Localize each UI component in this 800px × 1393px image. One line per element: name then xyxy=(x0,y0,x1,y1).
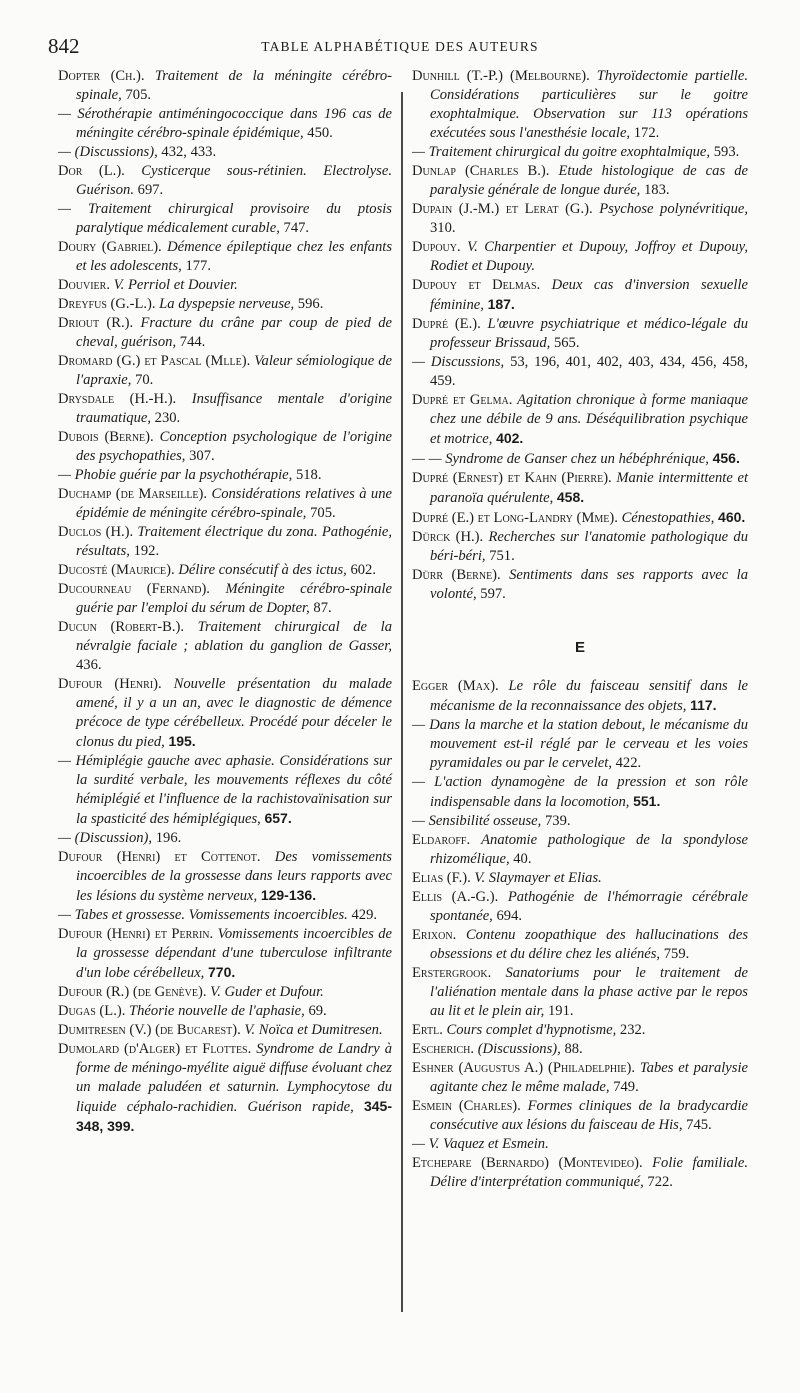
index-entry xyxy=(58,983,392,1002)
entry-author: Dopter (Ch.). xyxy=(58,68,145,84)
index-entry xyxy=(412,1135,748,1154)
index-entry xyxy=(58,561,392,580)
index-entry xyxy=(58,1040,392,1137)
entry-pages: 458. xyxy=(556,489,585,505)
entry-title: Syndrome de Landry à forme de méningo-myélite aiguë diffuse évoluant chez un malade paludéen et saturnin. Lymphocytose du liquide céphalo-rachidien. Guérison rapide, xyxy=(76,1041,392,1115)
entry-pages: 436. xyxy=(76,657,102,673)
index-entry xyxy=(412,831,748,869)
entry-pages: 87. xyxy=(313,600,332,616)
entry-pages: 172. xyxy=(633,125,660,141)
index-entry xyxy=(412,888,748,926)
index-entry xyxy=(412,964,748,1021)
entry-pages: 770. xyxy=(208,964,236,980)
entry-pages: 551. xyxy=(633,793,661,809)
index-entry xyxy=(58,485,392,523)
entry-title: La dyspepsie nerveuse, xyxy=(159,296,295,312)
index-entry xyxy=(58,352,392,390)
entry-pages: 565. xyxy=(553,335,580,351)
entry-title: V. Perriol et Douvier. xyxy=(113,277,238,293)
entry-pages: 187. xyxy=(487,296,515,312)
index-entry xyxy=(58,906,392,925)
page-number: 842 xyxy=(48,34,80,58)
entry-author: Duchamp (de Marseille). xyxy=(58,486,208,502)
entry-author: Ellis (A.-G.). xyxy=(412,889,499,905)
entry-title: V. Slaymayer et Elias. xyxy=(474,870,602,886)
entry-pages: 518. xyxy=(295,467,322,483)
entry-title: Nouvelle présentation du malade amené, il y a un an, avec le diagnostic de démence précoce de type cérébelleux. Procédé pour déceler le clonus du pied, xyxy=(76,676,392,750)
entry-pages: 232. xyxy=(619,1022,646,1038)
entry-pages: 739. xyxy=(544,813,571,829)
column-divider xyxy=(401,92,403,1312)
entry-title: — (Discussions), xyxy=(58,144,158,160)
entry-title: Manie intermittente et paranoïa quérulente, xyxy=(430,470,749,506)
entry-title: Pathogénie de l'hémorragie cérébrale spontanée, xyxy=(430,889,748,924)
index-entry xyxy=(58,105,392,143)
entry-title: — V. Vaquez et Esmein. xyxy=(412,1136,549,1152)
entry-title: Méningite cérébro-spinale guérie par l'emploi du sérum de Dopter, xyxy=(76,581,392,616)
index-entry xyxy=(412,469,748,508)
index-entry xyxy=(58,200,392,238)
index-entry xyxy=(58,523,392,561)
entry-pages: 749. xyxy=(613,1079,639,1095)
entry-author: Dupré (Ernest) et Kahn (Pierre). xyxy=(412,470,612,486)
entry-title: Cysticerque sous-rétinien. Electrolyse. Guérison. xyxy=(76,163,392,198)
entry-pages: 88. xyxy=(564,1041,583,1057)
entry-author: Dumolard (d'Alger) et Flottes. xyxy=(58,1041,252,1057)
entry-title: — Hémiplégie gauche avec aphasie. Considérations sur la surdité verbale, les mouvements réflexes du côté hémiplégié et l'influence de la rachistovaïnisation sur la spasticité des hémiplégiques, xyxy=(58,753,392,827)
index-entry xyxy=(412,1154,748,1192)
entry-pages: 345-348, 399. xyxy=(76,1098,392,1134)
entry-author: Esmein (Charles). xyxy=(412,1098,521,1114)
entry-pages: 657. xyxy=(264,810,292,826)
entry-pages: 53, 196, 401, 402, 403, 434, 456, 458, 459. xyxy=(430,354,748,389)
entry-author: Ertl. xyxy=(412,1022,443,1038)
entry-pages: 697. xyxy=(137,182,164,198)
entry-title: Cours complet d'hypnotisme, xyxy=(446,1022,617,1038)
index-entry xyxy=(58,390,392,428)
entry-title: Délire consécutif à des ictus, xyxy=(178,562,347,578)
entry-author: Douvier. xyxy=(58,277,110,293)
entry-author: Erixon. xyxy=(412,927,457,943)
index-entry xyxy=(58,580,392,618)
entry-pages: 596. xyxy=(297,296,324,312)
entry-title: Deux cas d'inversion sexuelle féminine, xyxy=(430,277,748,313)
index-entry xyxy=(412,276,748,315)
entry-title: Le rôle du faisceau sensitif dans le mécanisme de la reconnaissance des objets, xyxy=(430,678,748,714)
entry-author: Dor (L.). xyxy=(58,163,125,179)
entry-pages: 429. xyxy=(351,907,378,923)
entry-pages: 70. xyxy=(135,372,154,388)
entry-title: Etude histologique de cas de paralysie générale de longue durée, xyxy=(430,163,748,198)
entry-author: Erstergrook. xyxy=(412,965,492,981)
index-entry xyxy=(412,773,748,812)
entry-author: Dugas (L.). xyxy=(58,1003,126,1019)
entry-pages: 40. xyxy=(513,851,532,867)
index-entry xyxy=(58,848,392,906)
index-entry xyxy=(58,466,392,485)
entry-title: Traitement de la méningite cérébro-spinale, xyxy=(76,68,392,103)
entry-title: — Phobie guérie par la psychothérapie, xyxy=(58,467,293,483)
index-entry xyxy=(412,162,748,200)
entry-pages: 751. xyxy=(489,548,515,564)
index-entry xyxy=(412,238,748,276)
entry-pages: 744. xyxy=(179,334,206,350)
index-entry xyxy=(58,675,392,752)
index-entry xyxy=(58,314,392,352)
index-entry xyxy=(412,677,748,716)
entry-title: — Sérothérapie antiméningococcique dans 196 cas de méningite cérébro-spinale épidémique, xyxy=(58,106,392,141)
entry-author: Etchepare (Bernardo) (Montevideo). xyxy=(412,1155,643,1171)
entry-author: Egger (Max). xyxy=(412,678,499,694)
entry-author: Ducun (Robert-B.). xyxy=(58,619,185,635)
entry-author: Dupré (E.). xyxy=(412,316,481,332)
index-entry xyxy=(58,276,392,295)
entry-title: Tabes et paralysie agitante chez le même malade, xyxy=(430,1060,748,1095)
entry-pages: 602. xyxy=(350,562,376,578)
index-entry xyxy=(412,315,748,353)
entry-title: Sanatoriums pour le traitement de l'aliénation mentale dans la phase active par le repos au lit et le plein air, xyxy=(430,965,748,1019)
entry-author: Driout (R.). xyxy=(58,315,134,331)
entry-pages: 117. xyxy=(690,697,717,713)
entry-author: Dromard (G.) et Pascal (Mlle). xyxy=(58,353,251,369)
entry-title: Psychose polynévritique, xyxy=(599,201,748,217)
index-entry xyxy=(412,812,748,831)
entry-author: Dupain (J.-M.) et Lerat (G.). xyxy=(412,201,593,217)
entry-title: — — Syndrome de Ganser chez un hébéphrénique, xyxy=(412,451,709,467)
index-entry xyxy=(412,391,748,449)
index-entry xyxy=(412,528,748,566)
entry-pages: 192. xyxy=(133,543,160,559)
entry-author: Dreyfus (G.-L.). xyxy=(58,296,156,312)
entry-pages: 759. xyxy=(663,946,690,962)
entry-author: Eshner (Augustus A.) (Philadelphie). xyxy=(412,1060,636,1076)
entry-title: Formes cliniques de la bradycardie consécutive aux lésions du faisceau de His, xyxy=(430,1098,748,1133)
entry-author: Dumitresen (V.) (de Bucarest). xyxy=(58,1022,241,1038)
entry-title: — Tabes et grossesse. Vomissements incoercibles. xyxy=(58,907,348,923)
section-letter-heading: E xyxy=(574,639,585,656)
entry-title: Cénestopathies, xyxy=(621,510,715,526)
entry-title: — Sensibilité osseuse, xyxy=(412,813,542,829)
index-entry xyxy=(412,200,748,238)
entry-title: Anatomie pathologique de la spondylose rhizomélique, xyxy=(430,832,748,867)
index-entry xyxy=(58,618,392,675)
entry-title: — Dans la marche et la station debout, le mécanisme du mouvement est-il réglé par le cerveau et les voies pyramidales ou par le cervelet, xyxy=(412,717,748,771)
entry-pages: 450. xyxy=(307,125,333,141)
entry-title: Vomissements incoercibles de la grossesse dépendant d'une tuberculose infiltrante d'un lobe cérébelleux, xyxy=(76,926,392,981)
entry-pages: 460. xyxy=(718,509,746,525)
entry-author: Ducourneau (Fernand). xyxy=(58,581,210,597)
entry-pages: 307. xyxy=(189,448,215,464)
entry-author: Ducosté (Maurice). xyxy=(58,562,175,578)
entry-title: Des vomissements incoercibles de la grossesse dans leurs rapports avec les lésions du système nerveux, xyxy=(76,849,392,904)
index-entry xyxy=(412,449,748,469)
entry-title: (Discussions), xyxy=(477,1041,561,1057)
entry-title: Folie familiale. Délire d'interprétation communiqué, xyxy=(430,1155,748,1190)
entry-author: Eldaroff. xyxy=(412,832,471,848)
entry-author: Doury (Gabriel). xyxy=(58,239,162,255)
entry-pages: 310. xyxy=(430,220,456,236)
entry-pages: 456. xyxy=(712,450,740,466)
entry-author: Drysdale (H.-H.). xyxy=(58,391,177,407)
index-entry xyxy=(412,1097,748,1135)
entry-author: Dunhill (T.-P.) (Melbourne). xyxy=(412,68,590,84)
d-entries xyxy=(412,67,748,604)
index-entry xyxy=(412,566,748,604)
entry-pages: 191. xyxy=(547,1003,574,1019)
entry-title: Traitement électrique du zona. Pathogénie, résultats, xyxy=(76,524,392,559)
entry-title: V. Guder et Dufour. xyxy=(210,984,324,1000)
index-entry xyxy=(58,829,392,848)
entry-pages: 432, 433. xyxy=(161,144,217,160)
entry-pages: 422. xyxy=(615,755,642,771)
index-entry xyxy=(58,295,392,314)
entry-author: Duclos (H.). xyxy=(58,524,134,540)
entry-author: Dürck (H.). xyxy=(412,529,484,545)
entry-pages: 69. xyxy=(308,1003,327,1019)
entry-title: L'œuvre psychiatrique et médico-légale du professeur Brissaud, xyxy=(430,316,748,351)
index-entry xyxy=(412,1059,748,1097)
entry-title: Traitement chirurgical de la névralgie faciale ; ablation du ganglion de Gasser, xyxy=(76,619,393,654)
entry-title: Recherches sur l'anatomie pathologique du béri-béri, xyxy=(430,529,748,564)
entry-title: — Traitement chirurgical du goitre exophtalmique, xyxy=(412,144,711,160)
right-column xyxy=(412,67,748,1192)
entry-author: Dufour (Henri) et Cottenot. xyxy=(58,849,261,865)
index-entry xyxy=(412,869,748,888)
entry-title: — Discussions, xyxy=(412,354,505,370)
index-entry xyxy=(58,67,392,105)
entry-author: Dupouy et Delmas. xyxy=(412,277,541,293)
index-entry xyxy=(58,1002,392,1021)
entry-title: Contenu zoopathique des hallucinations des obsessions et du délire chez les aliénés, xyxy=(430,927,748,962)
entry-title: Théorie nouvelle de l'aphasie, xyxy=(129,1003,305,1019)
index-entry xyxy=(412,1021,748,1040)
entry-pages: 747. xyxy=(283,220,310,236)
entry-pages: 129-136. xyxy=(260,887,317,903)
index-entry xyxy=(58,428,392,466)
index-entry xyxy=(58,1021,392,1040)
entry-pages: 705. xyxy=(310,505,336,521)
entry-title: — Traitement chirurgical provisoire du ptosis paralytique médicalement curable, xyxy=(58,201,392,236)
entry-author: Dufour (R.) (de Genève). xyxy=(58,984,207,1000)
entry-pages: 745. xyxy=(686,1117,712,1133)
index-entry xyxy=(58,162,392,200)
entry-author: Dunlap (Charles B.). xyxy=(412,163,550,179)
entry-pages: 230. xyxy=(154,410,181,426)
index-entry xyxy=(412,716,748,773)
e-entries xyxy=(412,677,748,1192)
running-title: TABLE ALPHABÉTIQUE DES AUTEURS xyxy=(261,39,539,54)
entry-pages: 196. xyxy=(155,830,182,846)
entry-author: Dupouy. xyxy=(412,239,461,255)
index-entry xyxy=(412,1040,748,1059)
entry-pages: 694. xyxy=(496,908,523,924)
index-entry xyxy=(412,926,748,964)
entry-title: Agitation chronique à forme maniaque chez une débile de 9 ans. Déséquilibration psychique et motrice, xyxy=(430,392,748,447)
entry-author: Dupré et Gelma. xyxy=(412,392,513,408)
entry-title: Valeur sémiologique de l'apraxie, xyxy=(76,353,392,388)
index-entry xyxy=(412,353,748,391)
page-header xyxy=(0,34,800,64)
entry-author: Escherich. xyxy=(412,1041,475,1057)
entry-title: Fracture du crâne par coup de pied de cheval, guérison, xyxy=(76,315,392,350)
entry-title: — L'action dynamogène de la pression et son rôle indispensable dans la locomotion, xyxy=(412,774,748,810)
entry-pages: 722. xyxy=(647,1174,673,1190)
left-column xyxy=(58,67,392,1137)
entry-author: Dufour (Henri). xyxy=(58,676,162,692)
entry-title: Démence épileptique chez les enfants et les adolescents, xyxy=(76,239,392,274)
index-entry xyxy=(412,143,748,162)
index-entry xyxy=(58,752,392,829)
entry-author: Dufour (Henri) et Perrin. xyxy=(58,926,214,942)
entry-pages: 597. xyxy=(480,586,506,602)
entry-pages: 402. xyxy=(496,430,524,446)
index-entry xyxy=(58,238,392,276)
index-entry xyxy=(412,508,748,528)
entry-title: V. Charpentier et Dupouy, Joffroy et Dupouy, Rodiet et Dupouy. xyxy=(430,239,748,274)
entry-author: Dubois (Berne). xyxy=(58,429,154,445)
entry-title: Considérations relatives à une épidémie de méningite cérébro-spinale, xyxy=(76,486,393,521)
entry-pages: 195. xyxy=(168,733,196,749)
index-entry xyxy=(58,143,392,162)
entry-title: Insuffisance mentale d'origine traumatique, xyxy=(76,391,392,426)
entry-author: Dupré (E.) et Long-Landry (Mme). xyxy=(412,510,618,526)
entry-title: Conception psychologique de l'origine des psychopathies, xyxy=(76,429,393,464)
entry-title: Thyroïdectomie partielle. Considérations particulières sur le goitre exophtalmique. Observation sur 113 opérations exécutées sous l'anesthésie locale, xyxy=(430,68,748,141)
entry-title: V. Noïca et Dumitresen. xyxy=(244,1022,383,1038)
entry-pages: 177. xyxy=(185,258,211,274)
entry-pages: 593. xyxy=(713,144,740,160)
entry-author: Elias (F.). xyxy=(412,870,471,886)
entry-pages: 705. xyxy=(125,87,152,103)
index-entry xyxy=(412,67,748,143)
index-entry xyxy=(58,925,392,983)
entry-pages: 183. xyxy=(644,182,670,198)
entry-title: — (Discussion), xyxy=(58,830,153,846)
entry-title: Sentiments dans ses rapports avec la volonté, xyxy=(430,567,748,602)
entry-author: Dürr (Berne). xyxy=(412,567,501,583)
